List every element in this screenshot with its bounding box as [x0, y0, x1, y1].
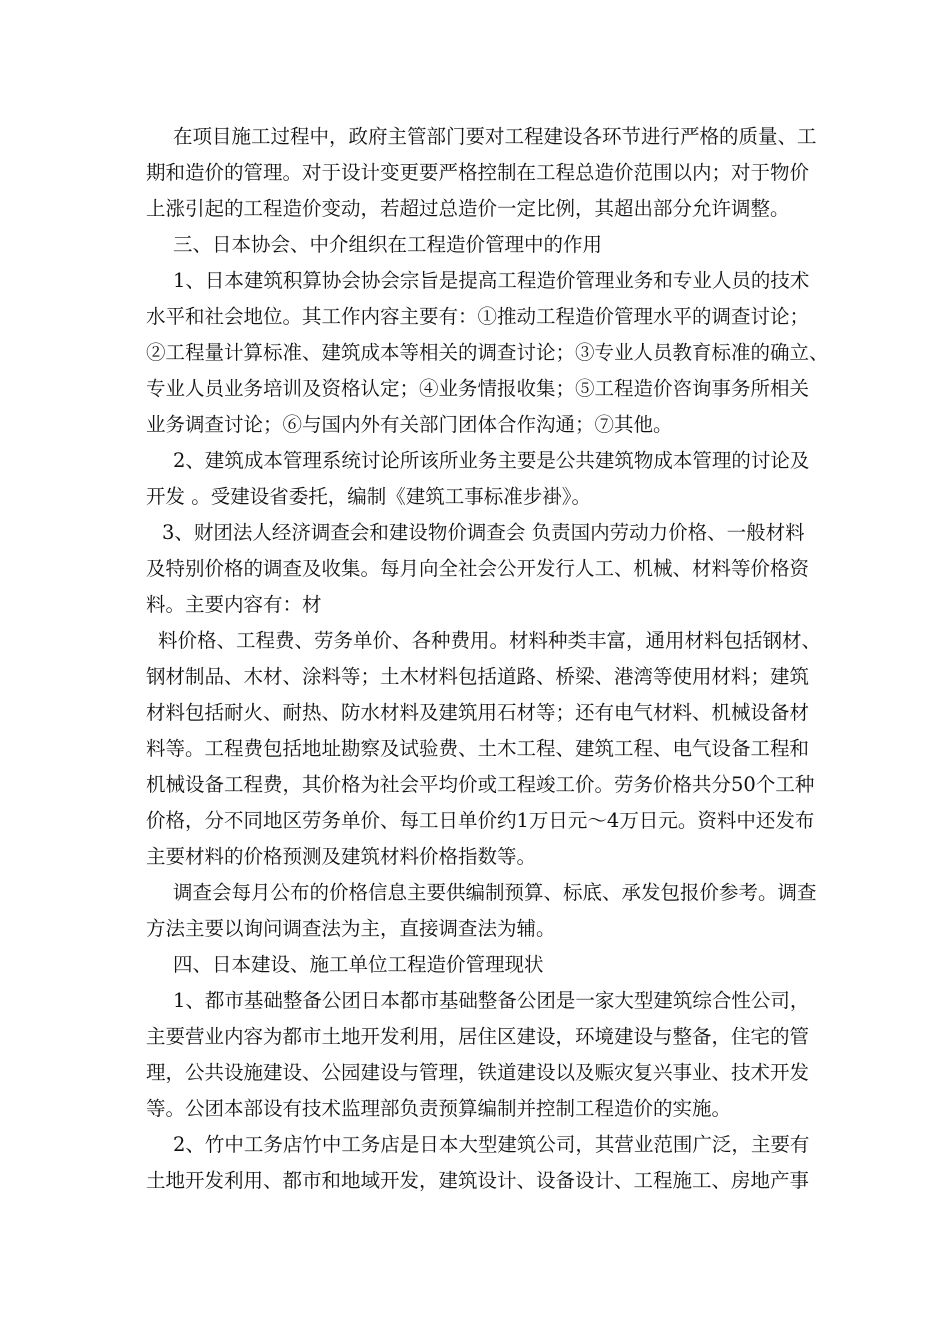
body-text-line: 料等。工程费包括地址勘察及试验费、土木工程、建筑工程、电气设备工程和 [146, 737, 810, 760]
body-text-line: 料。主要内容有：材 [146, 593, 322, 616]
body-text-line: 理，公共设施建设、公园建设与管理，铁道建设以及赈灾复兴事业、技术开发 [146, 1061, 810, 1084]
section-heading: 四、日本建设、施工单位工程造价管理现状 [173, 953, 544, 976]
body-text-line: 1、都市基础整备公团日本都市基础整备公团是一家大型建筑综合性公司， [173, 989, 810, 1012]
body-text-line: 水平和社会地位。其工作内容主要有：①推动工程造价管理水平的调查讨论； [146, 305, 810, 328]
body-text-line: 及特别价格的调查及收集。每月向全社会公开发行人工、机械、材料等价格资 [146, 557, 810, 580]
body-text-line: 期和造价的管理。对于设计变更要严格控制在工程总造价范围以内；对于物价 [146, 161, 810, 184]
body-text-line: 2、竹中工务店竹中工务店是日本大型建筑公司，其营业范围广泛，主要有 [173, 1133, 810, 1156]
body-text-line: ②工程量计算标准、建筑成本等相关的调查讨论；③专业人员教育标准的确立、 [146, 341, 829, 364]
body-text-line: 在项目施工过程中，政府主管部门要对工程建设各环节进行严格的质量、工 [173, 125, 817, 148]
body-text-line: 3、财团法人经济调查会和建设物价调查会 负责国内劳动力价格、一般材料 [162, 521, 805, 544]
body-text-line: 方法主要以询问调查法为主，直接调查法为辅。 [146, 917, 556, 940]
body-text-line: 价格，分不同地区劳务单价、每工日单价约1万日元～4万日元。资料中还发布 [146, 809, 815, 832]
body-text-line: 专业人员业务培训及资格认定；④业务情报收集；⑤工程造价咨询事务所相关 [146, 377, 810, 400]
body-text-line: 土地开发利用、都市和地域开发，建筑设计、设备设计、工程施工、房地产事 [146, 1169, 810, 1192]
body-text-line: 材料包括耐火、耐热、防水材料及建筑用石材等；还有电气材料、机械设备材 [146, 701, 810, 724]
body-text-line: 调查会每月公布的价格信息主要供编制预算、标底、承发包报价参考。调查 [173, 881, 817, 904]
body-text-line: 等。公团本部设有技术监理部负责预算编制并控制工程造价的实施。 [146, 1097, 732, 1120]
body-text-line: 2、建筑成本管理系统讨论所该所业务主要是公共建筑物成本管理的讨论及 [173, 449, 810, 472]
body-text-line: 1、日本建筑积算协会协会宗旨是提高工程造价管理业务和专业人员的技术 [173, 269, 810, 292]
body-text-line: 开发 。受建设省委托，编制《建筑工事标准步褂》。 [146, 485, 591, 508]
body-text-line: 主要营业内容为都市土地开发利用，居住区建设，环境建设与整备，住宅的管 [146, 1025, 810, 1048]
body-text-line: 料价格、工程费、劳务单价、各种费用。材料种类丰富，通用材料包括钢材、 [158, 629, 822, 652]
body-text-line: 上涨引起的工程造价变动，若超过总造价一定比例，其超出部分允许调整。 [146, 197, 790, 220]
body-text-line: 机械设备工程费，其价格为社会平均价或工程竣工价。劳务价格共分50个工种 [146, 773, 815, 796]
body-text-line: 主要材料的价格预测及建筑材料价格指数等。 [146, 845, 537, 868]
body-text-line: 业务调查讨论；⑥与国内外有关部门团体合作沟通；⑦其他。 [146, 413, 673, 436]
body-text-line: 钢材制品、木材、涂料等；土木材料包括道路、桥梁、港湾等使用材料；建筑 [146, 665, 810, 688]
section-heading: 三、日本协会、中介组织在工程造价管理中的作用 [173, 233, 603, 256]
